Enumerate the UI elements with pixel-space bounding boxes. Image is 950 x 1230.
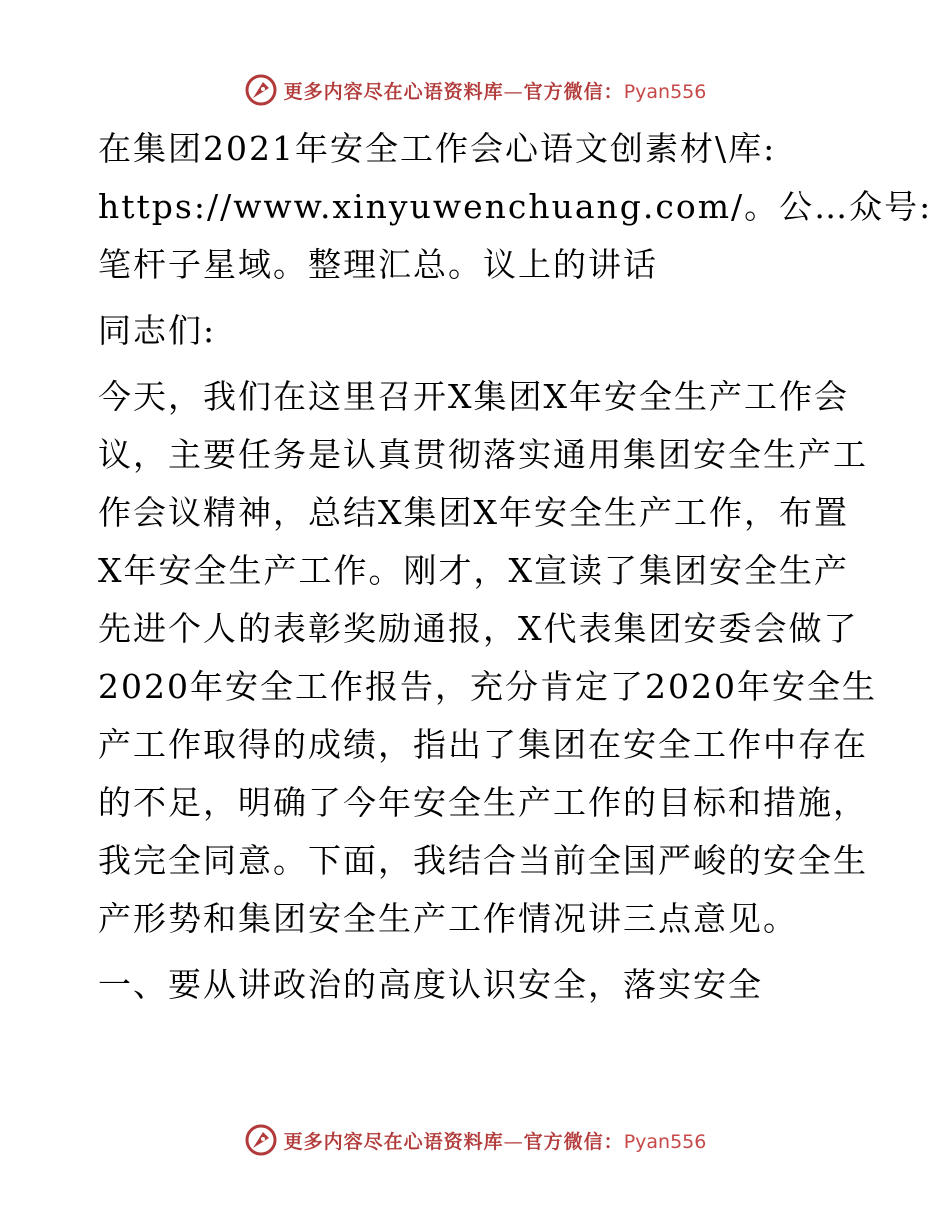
body-line: 产工作取得的成绩，指出了集团在安全工作中存在 xyxy=(98,725,868,764)
body-line: 的不足，明确了今年安全生产工作的目标和措施， xyxy=(98,783,868,822)
banner-text: 更多内容尽在心语资料库—官方微信：Pyan556 xyxy=(283,80,707,103)
body-line: 今天，我们在这里召开X集团X年安全生产工作会 xyxy=(98,377,849,416)
title-line: https://www.xinyuwenchuang.com/。公…众号: xyxy=(98,187,933,226)
body-line: 议，主要任务是认真贯彻落实通用集团安全生产工 xyxy=(98,435,868,474)
body-line: 产形势和集团安全生产工作情况讲三点意见。 xyxy=(98,899,798,938)
pen-nib-logo-icon xyxy=(244,1123,278,1157)
section-heading: 一、要从讲政治的高度认识安全，落实安全 xyxy=(98,965,763,1004)
title-line: 在集团2021年安全工作会心语文创素材\库: xyxy=(98,129,777,168)
banner-text: 更多内容尽在心语资料库—官方微信：Pyan556 xyxy=(283,1130,707,1153)
body-line: X年安全生产工作。刚才，X宣读了集团安全生产 xyxy=(98,551,849,590)
body-line: 作会议精神，总结X集团X年安全生产工作，布置 xyxy=(98,493,849,532)
header-banner xyxy=(0,70,950,110)
salutation: 同志们: xyxy=(98,311,217,350)
document-body xyxy=(98,120,933,1014)
footer-banner xyxy=(0,1120,950,1160)
body-line: 先进个人的表彰奖励通报，X代表集团安委会做了 xyxy=(98,609,859,648)
title-line: 笔杆子星域。整理汇总。议上的讲话 xyxy=(98,245,658,284)
body-line: 我完全同意。下面，我结合当前全国严峻的安全生 xyxy=(98,841,868,880)
body-line: 2020年安全工作报告，充分肯定了2020年安全生 xyxy=(98,667,877,706)
pen-nib-logo-icon xyxy=(244,73,278,107)
